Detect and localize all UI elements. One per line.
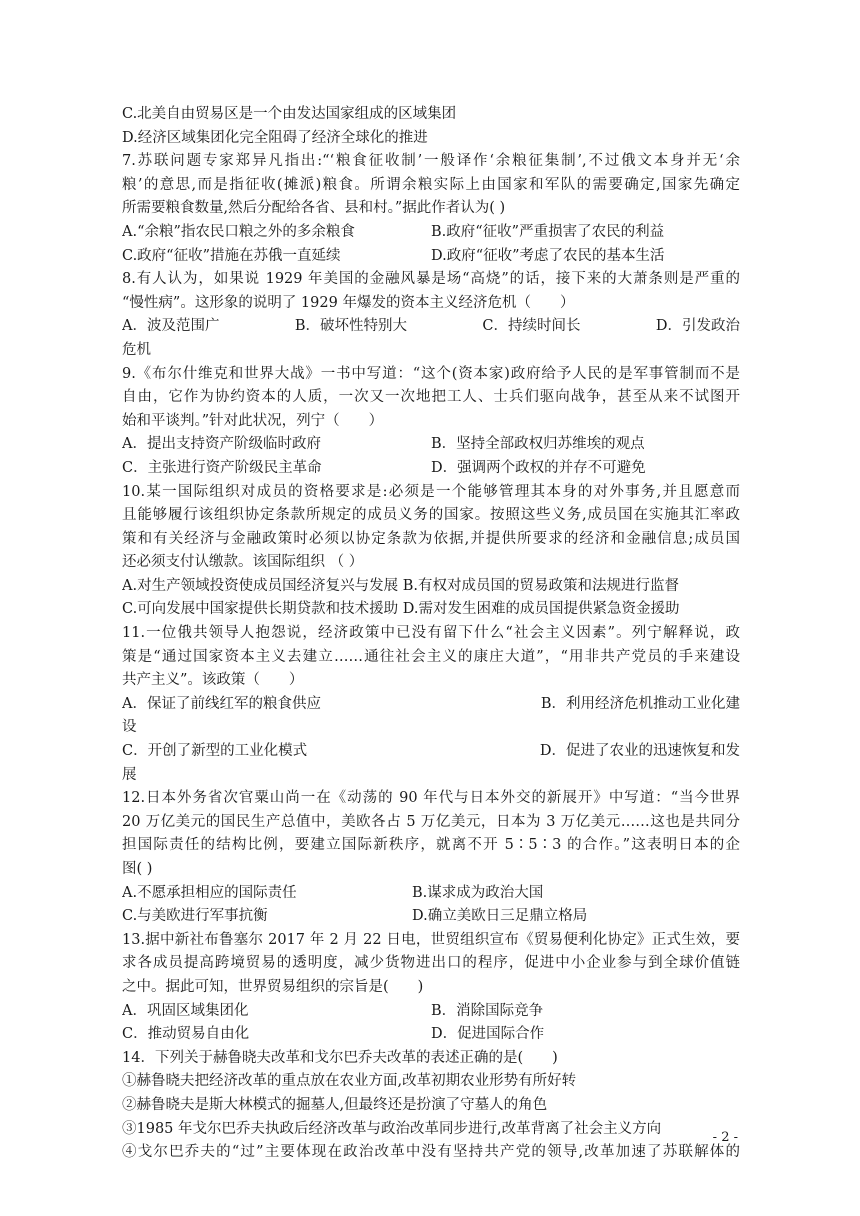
option-item: D.政府“征收”考虑了农民的基本生活 <box>431 247 665 264</box>
option-row <box>122 882 740 906</box>
text-line: 13.据中新社布鲁塞尔 2017 年 2 月 22 日电，世贸组织宣布《贸易便利化协定》正式生效，要 <box>122 931 740 948</box>
option-item: D．强调两个政权的并存不可避免 <box>431 459 646 476</box>
text-line: 始和平谈判。”针对此状况，列宁（ ） <box>122 412 384 429</box>
text-line: 策是“通过国家资本主义去建立……通往社会主义的康庄大道”，“用非共产党员的手来建设 <box>122 648 740 665</box>
option-row <box>122 740 740 764</box>
option-item: B．坚持全部政权归苏维埃的观点 <box>431 436 645 453</box>
option-item: A.不愿承担相应的国际责任 <box>122 884 297 901</box>
text-line: 设 <box>122 719 137 736</box>
text-line: 自由，它作为协约资本的人质，一次又一次地把工人、士兵们驱向战争，甚至从来不试图开 <box>122 389 740 406</box>
page-number: - 2 - <box>712 1130 738 1145</box>
option-item: C．持续时间长 <box>482 318 581 335</box>
option-item: B．破坏性特别大 <box>294 318 407 335</box>
option-item: D．促进国际合作 <box>431 1026 545 1043</box>
text-line: 求各成员提高跨境贸易的透明度，减少货物进出口的程序，促进中小企业参与到全球价值链 <box>122 955 740 972</box>
text-line: C.北美自由贸易区是一个由发达国家组成的区域集团 <box>122 106 457 122</box>
text-line: 策和有关经济与金融政策时必须以协定条款为依据,并提供所要求的经济和金融信息;成员国 <box>122 530 740 547</box>
text-line: ②赫鲁晓夫是斯大林模式的掘墓人,但最终还是扮演了守墓人的角色 <box>122 1096 548 1113</box>
option-item: C.与美欧进行军事抗衡 <box>122 908 268 925</box>
option-item: C．主张进行资产阶级民主革命 <box>122 459 322 476</box>
option-row <box>122 905 740 929</box>
option-row <box>122 457 740 481</box>
text-line: 10.某一国际组织对成员的资格要求是:必须是一个能够管理其本身的对外事务,并且愿意而 <box>122 483 740 500</box>
text-line: 担国际责任的结构比例，要建立国际新秩序，就离不开 5∶5∶3 的合作。”这表明日本的企 <box>122 837 740 854</box>
text-line: 9.《布尔什维克和世界大战》一书中写道：“这个(资本家)政府给予人民的是军事管制而不是 <box>122 365 740 382</box>
option-item: D．引发政治 <box>655 318 740 335</box>
option-item: A．巩固区域集团化 <box>122 1002 249 1019</box>
option-item: C.政府“征收”措施在苏俄一直延续 <box>122 247 341 264</box>
text-line: ①赫鲁晓夫把经济改革的重点放在农业方面,改革初期农业形势有所好转 <box>122 1073 577 1090</box>
option-item: B.谋求成为政治大国 <box>412 884 544 901</box>
text-line: 7.苏联问题专家郑异凡指出:“‘粮食征收制’一般译作‘余粮征集制’,不过俄文本身并无‘余 <box>122 153 740 170</box>
page-content <box>122 103 740 1165</box>
text-line: ③1985 年戈尔巴乔夫执政后经济改革与政治改革同步进行,改革背离了社会主义方向 <box>122 1120 662 1137</box>
text-line: 11.一位俄共领导人抱怨说，经济政策中已没有留下什么“社会主义因素”。列宁解释说，政 <box>122 625 740 642</box>
text-line: C.可向发展中国家提供长期贷款和技术援助 D.需对发生困难的成员国提供紧急资金援助 <box>122 601 680 618</box>
text-line: 8.有人认为，如果说 1929 年美国的金融风暴是场“高烧”的话，接下来的大萧条则是严重的 <box>122 271 740 288</box>
text-line: 12.日本外务省次官粟山尚一在《动荡的 90 年代与日本外交的新展开》中写道：“当今世界 <box>122 790 740 807</box>
option-item: B.政府“征收”严重损害了农民的利益 <box>431 223 665 240</box>
text-line: 共产主义”。该政策（ ） <box>122 672 304 689</box>
option-row <box>122 315 740 339</box>
text-line: 展 <box>122 766 137 783</box>
text-line: 图( ) <box>122 861 153 877</box>
text-line: 还必须支付认缴款。该国际组织 （ ） <box>122 554 364 571</box>
text-line: 所需要粮食数量,然后分配给各省、县和村。”据此作者认为( ) <box>122 200 506 217</box>
text-line: “慢性病”。这形象的说明了 1929 年爆发的资本主义经济危机（ ） <box>122 294 575 311</box>
option-row <box>122 245 740 269</box>
option-item: C．开创了新型的工业化模式 <box>122 743 308 760</box>
option-item: D.确立美欧日三足鼎立格局 <box>412 908 588 925</box>
option-row <box>122 1000 740 1024</box>
option-item: A.“余粮”指农民口粮之外的多余粮食 <box>122 223 355 240</box>
text-line: 危机 <box>122 341 151 358</box>
text-line: 14．下列关于赫鲁晓夫改革和戈尔巴乔夫改革的表述正确的是( ) <box>122 1049 558 1066</box>
text-line: 且能够履行该组织协定条款所规定的成员义务的国家。按照这些义务,成员国在实施其汇率政 <box>122 507 740 524</box>
option-item: D．促进了农业的迅速恢复和发 <box>539 743 740 760</box>
option-row <box>122 1023 740 1047</box>
option-item: B．利用经济危机推动工业化建 <box>540 695 740 712</box>
option-item: A．保证了前线红军的粮食供应 <box>122 695 321 712</box>
option-row <box>122 221 740 245</box>
option-row <box>122 433 740 457</box>
option-item: A．波及范围广 <box>122 318 220 335</box>
text-line: 之中。据此可知，世界贸易组织的宗旨是( ) <box>122 978 424 995</box>
text-line: 粮’的意思,而是指征收(摊派)粮食。所谓余粮实际上由国家和军队的需要确定,国家先确定 <box>122 176 740 193</box>
option-item: A．提出支持资产阶级临时政府 <box>122 436 321 453</box>
text-line: D.经济区域集团化完全阻碍了经济全球化的推进 <box>122 129 428 146</box>
option-item: C．推动贸易自由化 <box>122 1026 250 1043</box>
text-line: ④戈尔巴乔夫的“过”主要体现在政治改革中没有坚持共产党的领导,改革加速了苏联解体的 <box>122 1144 740 1161</box>
text-line: A.对生产领域投资使成员国经济复兴与发展 B.有权对成员国的贸易政策和法规进行监督 <box>122 577 679 594</box>
text-line: 20 万亿美元的国民生产总值中，美欧各占 5 万亿美元，日本为 3 万亿美元……这也是共同分 <box>122 813 740 830</box>
option-row <box>122 693 740 717</box>
option-item: B．消除国际竞争 <box>431 1002 544 1019</box>
